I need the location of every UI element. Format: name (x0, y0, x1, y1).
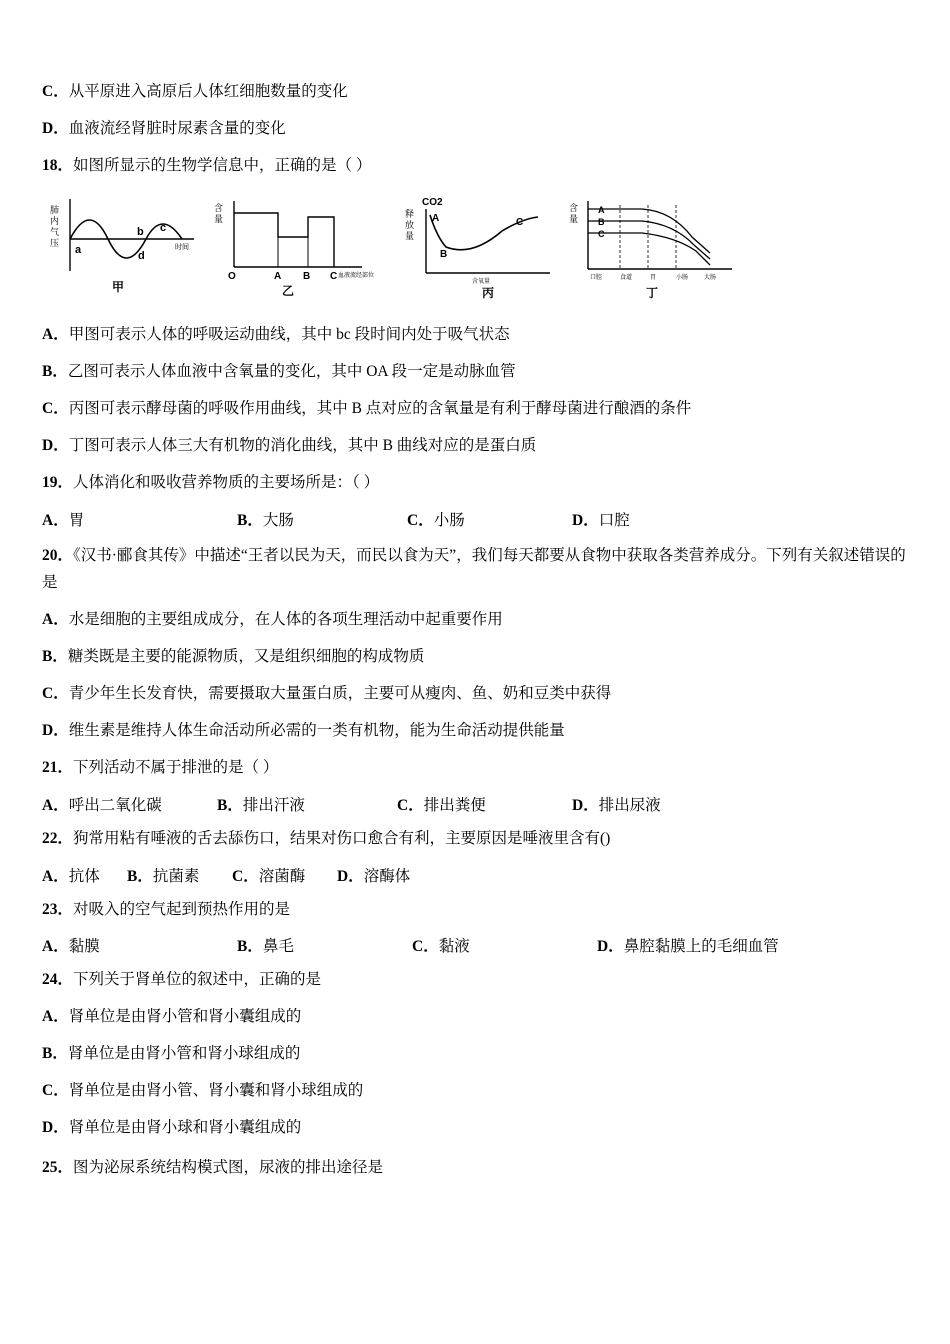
question-20-option-a (42, 608, 908, 632)
question-24-option-c (42, 1079, 908, 1103)
option-label: C． (42, 399, 69, 417)
option-text: 鼻腔黏膜上的毛细血管 (623, 938, 779, 956)
question-22-option-b (127, 864, 232, 886)
option-text: 溶酶体 (363, 867, 411, 885)
option-label: B． (237, 938, 263, 956)
option-label: A． (42, 796, 69, 814)
svg-text:A: A (598, 204, 605, 215)
option-label: A． (42, 511, 69, 529)
option-text: 排出尿液 (598, 796, 661, 814)
question-text: 下列关于肾单位的叙述中，正确的是 (73, 971, 322, 989)
question-20-stem (42, 542, 908, 596)
svg-text:乙: 乙 (282, 283, 295, 298)
svg-text:A: A (432, 212, 440, 224)
question-23-options (42, 934, 908, 956)
svg-text:C: C (330, 270, 338, 282)
question-18-option-c (42, 397, 908, 421)
svg-text:B: B (440, 248, 448, 260)
question-text: 人体消化和吸收营养物质的主要场所是：（ ） (73, 473, 380, 491)
option-label: A． (42, 1008, 69, 1026)
panel-yi (214, 201, 374, 298)
question-19-option-c (407, 508, 572, 530)
option-text: 溶菌酶 (258, 867, 306, 885)
svg-text:胃: 胃 (650, 274, 657, 281)
question-number: 22． (42, 829, 74, 847)
svg-text:大肠: 大肠 (704, 274, 717, 281)
option-label: D． (42, 721, 69, 739)
question-19-options (42, 508, 908, 530)
question-18-figure (42, 191, 908, 309)
option-label: C． (232, 867, 259, 885)
question-text: 对吸入的空气起到预热作用的是 (73, 900, 291, 918)
option-text: 青少年生长发育快，需要摄取大量蛋白质，主要可从瘦肉、鱼、奶和豆类中获得 (68, 684, 612, 702)
svg-text:CO2: CO2 (422, 196, 443, 208)
option-label: D． (572, 796, 599, 814)
svg-text:O: O (228, 270, 236, 282)
question-21-stem (42, 756, 908, 781)
svg-text:c: c (160, 221, 167, 234)
svg-text:释: 释 (405, 208, 415, 219)
svg-text:内: 内 (50, 215, 60, 226)
question-18-option-b (42, 360, 908, 384)
option-label: A． (42, 867, 69, 885)
option-label: D． (597, 938, 624, 956)
question-24-stem (42, 968, 908, 993)
svg-text:d: d (138, 249, 145, 262)
option-label: D． (337, 867, 364, 885)
continued-option-c (42, 80, 908, 104)
option-text: 小肠 (433, 511, 465, 529)
option-label: A． (42, 938, 69, 956)
option-text: 胃 (68, 511, 85, 529)
question-18-option-a (42, 323, 908, 347)
question-21-options (42, 793, 908, 815)
question-25-stem (42, 1156, 908, 1181)
option-label: C． (42, 83, 69, 100)
option-label: A． (42, 610, 69, 628)
svg-text:丁: 丁 (646, 285, 659, 300)
option-text: 肾单位是由肾小管、肾小囊和肾小球组成的 (68, 1082, 364, 1100)
svg-text:气: 气 (50, 226, 60, 237)
svg-text:小肠: 小肠 (676, 274, 689, 281)
option-text: 水是细胞的主要组成成分，在人体的各项生理活动中起重要作用 (68, 610, 503, 628)
question-24-option-a (42, 1005, 908, 1029)
svg-text:口腔: 口腔 (590, 274, 603, 281)
option-text: 抗体 (68, 867, 100, 885)
option-text: 血液流经肾脏时尿素含量的变化 (68, 120, 286, 138)
question-number: 24． (42, 971, 74, 989)
option-label: D． (42, 120, 69, 138)
question-number: 18． (42, 157, 74, 175)
option-text: 黏液 (438, 938, 470, 956)
option-label: B． (217, 796, 243, 814)
option-label: D． (572, 511, 599, 529)
svg-text:C: C (516, 216, 524, 228)
option-label: D． (42, 1119, 69, 1137)
question-24-option-d (42, 1116, 908, 1140)
option-text: 肾单位是由肾小管和肾小囊组成的 (68, 1008, 302, 1026)
option-label: D． (42, 436, 69, 454)
option-label: B． (42, 647, 68, 665)
question-21-option-b (217, 793, 397, 815)
svg-text:B: B (303, 270, 311, 282)
question-number: 23． (42, 900, 74, 918)
svg-text:量: 量 (214, 213, 224, 224)
option-text: 肾单位是由肾小球和肾小囊组成的 (68, 1119, 302, 1137)
question-20-option-b (42, 645, 908, 669)
question-18-option-d (42, 434, 908, 458)
question-text: 下列活动不属于排泄的是（ ） (73, 759, 279, 776)
question-19-option-a (42, 508, 237, 530)
svg-text:a: a (75, 243, 82, 256)
option-text: 口腔 (598, 511, 630, 529)
question-19-option-b (237, 508, 407, 530)
option-text: 黏膜 (68, 938, 100, 956)
question-23-option-d (597, 934, 779, 956)
biology-graphs-figure (42, 191, 742, 309)
option-text: 丙图可表示酵母菌的呼吸作用曲线，其中 B 点对应的含氧量是有利于酵母菌进行酿酒的条件 (68, 399, 692, 417)
question-number: 19． (42, 473, 74, 491)
svg-text:含: 含 (214, 202, 224, 213)
option-label: C． (407, 511, 434, 529)
panel-jia (50, 199, 194, 294)
question-text: 如图所显示的生物学信息中，正确的是（ ） (73, 157, 372, 175)
question-number: 20． (42, 546, 74, 564)
panel-bing (405, 197, 550, 300)
page-content (42, 80, 908, 1193)
question-number: 21． (42, 759, 74, 776)
option-label: C． (412, 938, 439, 956)
question-21-option-c (397, 793, 572, 815)
svg-text:A: A (274, 270, 282, 282)
option-text: 从平原进入高原后人体红细胞数量的变化 (68, 83, 348, 100)
question-19-option-d (572, 508, 630, 530)
option-label: B． (127, 867, 153, 885)
question-23-option-b (237, 934, 412, 956)
question-20-option-c (42, 682, 908, 706)
option-label: B． (42, 1045, 68, 1063)
option-label: C． (397, 796, 424, 814)
question-22-stem (42, 827, 908, 852)
svg-text:压: 压 (50, 237, 60, 248)
svg-text:b: b (137, 225, 144, 238)
svg-text:放: 放 (405, 219, 415, 230)
svg-text:含: 含 (569, 202, 579, 213)
option-text: 乙图可表示人体血液中含氧量的变化，其中 OA 段一定是动脉血管 (67, 362, 516, 380)
option-text: 排出粪便 (423, 796, 486, 814)
option-label: C． (42, 684, 69, 702)
question-18-stem (42, 154, 908, 179)
question-21-option-a (42, 793, 217, 815)
option-label: B． (42, 362, 68, 380)
svg-text:肺: 肺 (50, 204, 60, 215)
option-text: 呼出二氧化碳 (68, 796, 162, 814)
svg-text:含氧量: 含氧量 (472, 278, 491, 285)
question-22-option-c (232, 864, 337, 886)
question-23-option-a (42, 934, 237, 956)
option-text: 维生素是维持人体生命活动所必需的一类有机物，能为生命活动提供能量 (68, 721, 565, 739)
svg-text:C: C (598, 228, 605, 239)
svg-text:丙: 丙 (482, 285, 495, 300)
option-text: 抗菌素 (152, 867, 200, 885)
option-label: A． (42, 325, 69, 343)
option-text: 丁图可表示人体三大有机物的消化曲线，其中 B 曲线对应的是蛋白质 (68, 436, 537, 454)
option-label: C． (42, 1082, 69, 1100)
question-24-option-b (42, 1042, 908, 1066)
svg-text:B: B (598, 216, 605, 227)
question-text: 图为泌尿系统结构模式图，尿液的排出途径是 (73, 1159, 384, 1177)
svg-text:甲: 甲 (112, 279, 125, 294)
svg-text:时间: 时间 (175, 243, 189, 251)
continued-option-d (42, 117, 908, 141)
question-19-stem (42, 471, 908, 496)
question-23-option-c (412, 934, 597, 956)
question-number: 25． (42, 1159, 74, 1177)
svg-text:量: 量 (405, 230, 415, 241)
question-21-option-d (572, 793, 661, 815)
option-text: 排出汗液 (242, 796, 305, 814)
question-20-option-d (42, 719, 908, 743)
question-text: 狗常用粘有唾液的舌去舔伤口，结果对伤口愈合有利，主要原因是唾液里含有() (73, 829, 611, 847)
question-22-option-a (42, 864, 127, 886)
question-text: 《汉书·郦食其传》中描述“王者以民为天，而民以食为天”，我们每天都要从食物中获取各类营养成分。下列有关叙述错误的是 (42, 546, 906, 591)
option-text: 鼻毛 (262, 938, 294, 956)
option-text: 甲图可表示人体的呼吸运动曲线，其中 bc 段时间内处于吸气状态 (68, 325, 510, 343)
option-text: 大肠 (262, 511, 294, 529)
option-text: 糖类既是主要的能源物质，又是组织细胞的构成物质 (67, 647, 425, 665)
question-22-option-d (337, 864, 410, 886)
svg-text:血液流经部位: 血液流经部位 (338, 272, 375, 279)
svg-text:食道: 食道 (620, 274, 633, 281)
option-text: 肾单位是由肾小管和肾小球组成的 (67, 1045, 301, 1063)
option-label: B． (237, 511, 263, 529)
panel-ding (569, 201, 732, 300)
question-22-options (42, 864, 908, 886)
svg-text:量: 量 (569, 213, 579, 224)
question-23-stem (42, 898, 908, 923)
